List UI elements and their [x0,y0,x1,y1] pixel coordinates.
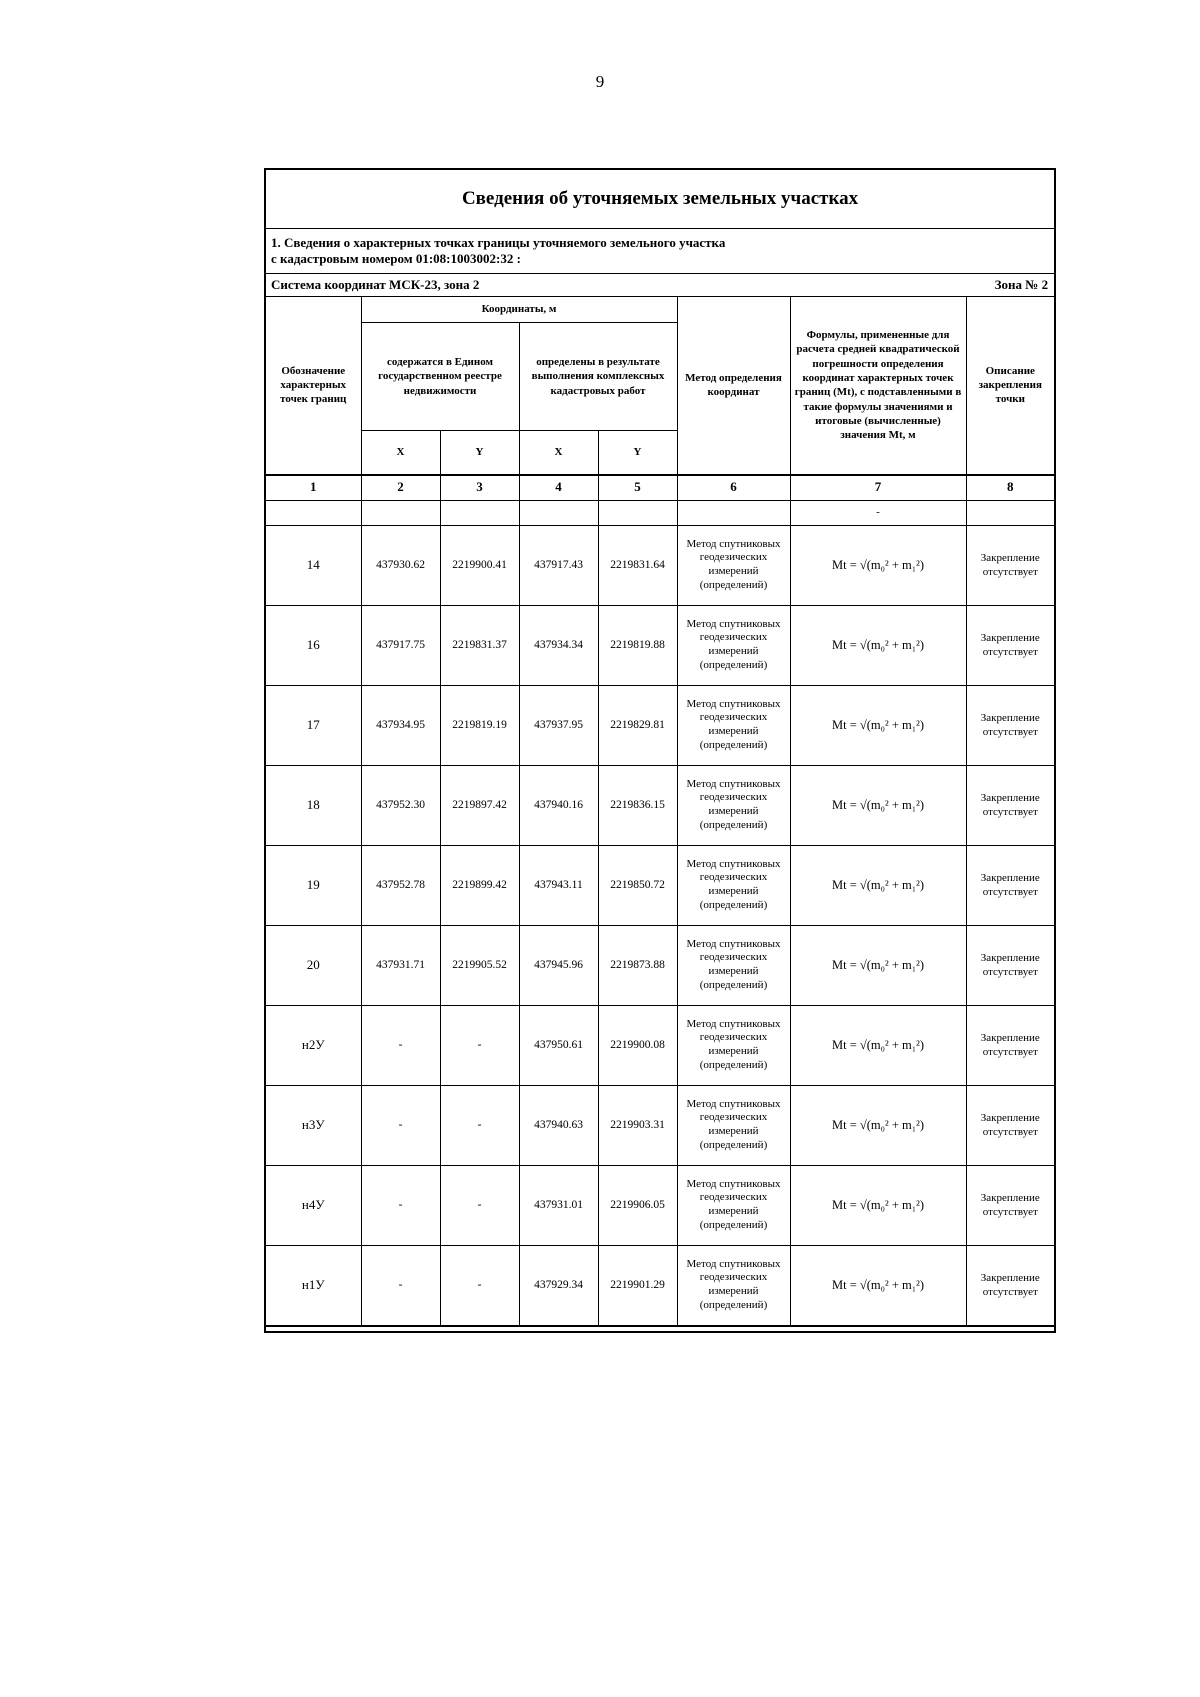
column-number: 5 [598,475,677,501]
registry-y-cell: 2219900.41 [440,525,519,605]
table-row [265,845,1055,925]
registry-y-cell: 2219831.37 [440,605,519,685]
column-number: 8 [966,475,1055,501]
column-numbers-row [265,475,1055,501]
coord-system-row [265,274,1055,297]
point-cell: 19 [265,845,361,925]
zone-label: Зона № 2 [790,274,1055,297]
fixing-cell: Закрепление отсутствует [966,1005,1055,1085]
determined-x-cell: 437929.34 [519,1245,598,1326]
determined-y-cell: 2219836.15 [598,765,677,845]
page-number: 9 [595,72,605,91]
registry-y-cell: 2219897.42 [440,765,519,845]
empty-cell [966,500,1055,525]
header-x-determined: X [519,431,598,475]
formula-cell: Mt = √(m₀² + m₁²) [790,525,966,605]
formula-cell: Mt = √(m₀² + m₁²) [790,1085,966,1165]
fixing-cell: Закрепление отсутствует [966,845,1055,925]
empty-cell [440,500,519,525]
table-row [265,525,1055,605]
header-in-registry: содержатся в Едином государственном реестре недвижимости [361,323,519,431]
registry-y-cell: 2219905.52 [440,925,519,1005]
point-cell: 20 [265,925,361,1005]
determined-y-cell: 2219831.64 [598,525,677,605]
point-cell: 18 [265,765,361,845]
method-cell: Метод спутниковых геодезических измерений (определений) [677,1005,790,1085]
table-row [265,685,1055,765]
formula-cell: Mt = √(m₀² + m₁²) [790,1165,966,1245]
point-cell: н3У [265,1085,361,1165]
fixing-cell: Закрепление отсутствует [966,605,1055,685]
registry-x-cell: - [361,1245,440,1326]
header-coordinates: Координаты, м [361,297,677,323]
determined-y-cell: 2219903.31 [598,1085,677,1165]
registry-y-cell: 2219899.42 [440,845,519,925]
fixing-cell: Закрепление отсутствует [966,765,1055,845]
table-row [265,1005,1055,1085]
determined-x-cell: 437945.96 [519,925,598,1005]
table-row [265,1245,1055,1326]
header-x-registry: X [361,431,440,475]
empty-dash-cell: - [790,500,966,525]
determined-x-cell: 437940.63 [519,1085,598,1165]
fixing-cell: Закрепление отсутствует [966,685,1055,765]
formula-cell: Mt = √(m₀² + m₁²) [790,605,966,685]
method-cell: Метод спутниковых геодезических измерений (определений) [677,765,790,845]
determined-y-cell: 2219900.08 [598,1005,677,1085]
coord-system: Система координат МСК-23, зона 2 [265,274,790,297]
header-determined: определены в результате выполнения комплексных кадастровых работ [519,323,677,431]
empty-row [265,500,1055,525]
registry-x-cell: 437917.75 [361,605,440,685]
registry-x-cell: 437930.62 [361,525,440,605]
column-number: 2 [361,475,440,501]
formula-cell: Mt = √(m₀² + m₁²) [790,925,966,1005]
header-description: Описание закрепления точки [966,297,1055,475]
determined-y-cell: 2219829.81 [598,685,677,765]
point-cell: 14 [265,525,361,605]
determined-y-cell: 2219906.05 [598,1165,677,1245]
determined-y-cell: 2219873.88 [598,925,677,1005]
header-method: Метод определения координат [677,297,790,475]
determined-x-cell: 437950.61 [519,1005,598,1085]
registry-x-cell: 437934.95 [361,685,440,765]
section-row [265,229,1055,274]
table-row [265,765,1055,845]
registry-y-cell: - [440,1085,519,1165]
header-point-designation: Обозначение характерных точек границ [265,297,361,475]
method-cell: Метод спутниковых геодезических измерений (определений) [677,1245,790,1326]
registry-x-cell: 437931.71 [361,925,440,1005]
empty-cell [361,500,440,525]
table-title: Сведения об уточняемых земельных участках [265,169,1055,229]
registry-y-cell: - [440,1005,519,1085]
section-line-2: с кадастровым номером 01:08:1003002:32 : [271,251,521,266]
empty-cell [677,500,790,525]
table-bottom-row [265,1326,1055,1332]
point-cell: н1У [265,1245,361,1326]
determined-x-cell: 437940.16 [519,765,598,845]
formula-cell: Mt = √(m₀² + m₁²) [790,845,966,925]
fixing-cell: Закрепление отсутствует [966,1245,1055,1326]
data-rows [265,525,1055,1326]
header-y-determined: Y [598,431,677,475]
empty-cell [265,500,361,525]
method-cell: Метод спутниковых геодезических измерений (определений) [677,1085,790,1165]
header-y-registry: Y [440,431,519,475]
registry-x-cell: - [361,1165,440,1245]
fixing-cell: Закрепление отсутствует [966,1165,1055,1245]
method-cell: Метод спутниковых геодезических измерений (определений) [677,685,790,765]
method-cell: Метод спутниковых геодезических измерений (определений) [677,845,790,925]
section-line-1: 1. Сведения о характерных точках границы уточняемого земельного участка [271,234,726,250]
point-cell: 16 [265,605,361,685]
method-cell: Метод спутниковых геодезических измерений (определений) [677,605,790,685]
table-row [265,1085,1055,1165]
column-number: 4 [519,475,598,501]
empty-cell [519,500,598,525]
fixing-cell: Закрепление отсутствует [966,925,1055,1005]
empty-cell [598,500,677,525]
fixing-cell: Закрепление отсутствует [966,525,1055,605]
determined-x-cell: 437931.01 [519,1165,598,1245]
land-plot-table [264,168,1056,1333]
fixing-cell: Закрепление отсутствует [966,1085,1055,1165]
determined-y-cell: 2219850.72 [598,845,677,925]
registry-y-cell: 2219819.19 [440,685,519,765]
table-row [265,605,1055,685]
formula-cell: Mt = √(m₀² + m₁²) [790,765,966,845]
formula-cell: Mt = √(m₀² + m₁²) [790,685,966,765]
determined-x-cell: 437937.95 [519,685,598,765]
registry-x-cell: 437952.78 [361,845,440,925]
determined-x-cell: 437917.43 [519,525,598,605]
header-row-1 [265,297,1055,323]
determined-x-cell: 437943.11 [519,845,598,925]
registry-x-cell: - [361,1085,440,1165]
column-number: 6 [677,475,790,501]
method-cell: Метод спутниковых геодезических измерений (определений) [677,1165,790,1245]
determined-y-cell: 2219901.29 [598,1245,677,1326]
method-cell: Метод спутниковых геодезических измерений (определений) [677,925,790,1005]
registry-x-cell: 437952.30 [361,765,440,845]
formula-cell: Mt = √(m₀² + m₁²) [790,1005,966,1085]
column-number: 7 [790,475,966,501]
column-number: 3 [440,475,519,501]
point-cell: н2У [265,1005,361,1085]
header-formulas: Формулы, примененные для расчета средней квадратической погрешности определения координат характерных точек границ (Mt), с подставленными в такие формулы значениями и итоговые (вычисленные) значения Mt, м [790,297,966,475]
determined-y-cell: 2219819.88 [598,605,677,685]
table-row [265,925,1055,1005]
registry-y-cell: - [440,1165,519,1245]
registry-x-cell: - [361,1005,440,1085]
method-cell: Метод спутниковых геодезических измерений (определений) [677,525,790,605]
point-cell: н4У [265,1165,361,1245]
formula-cell: Mt = √(m₀² + m₁²) [790,1245,966,1326]
title-row [265,169,1055,229]
table-bottom-spacer [265,1326,1055,1332]
registry-y-cell: - [440,1245,519,1326]
column-number: 1 [265,475,361,501]
table-row [265,1165,1055,1245]
point-cell: 17 [265,685,361,765]
determined-x-cell: 437934.34 [519,605,598,685]
section-heading [265,229,1055,274]
